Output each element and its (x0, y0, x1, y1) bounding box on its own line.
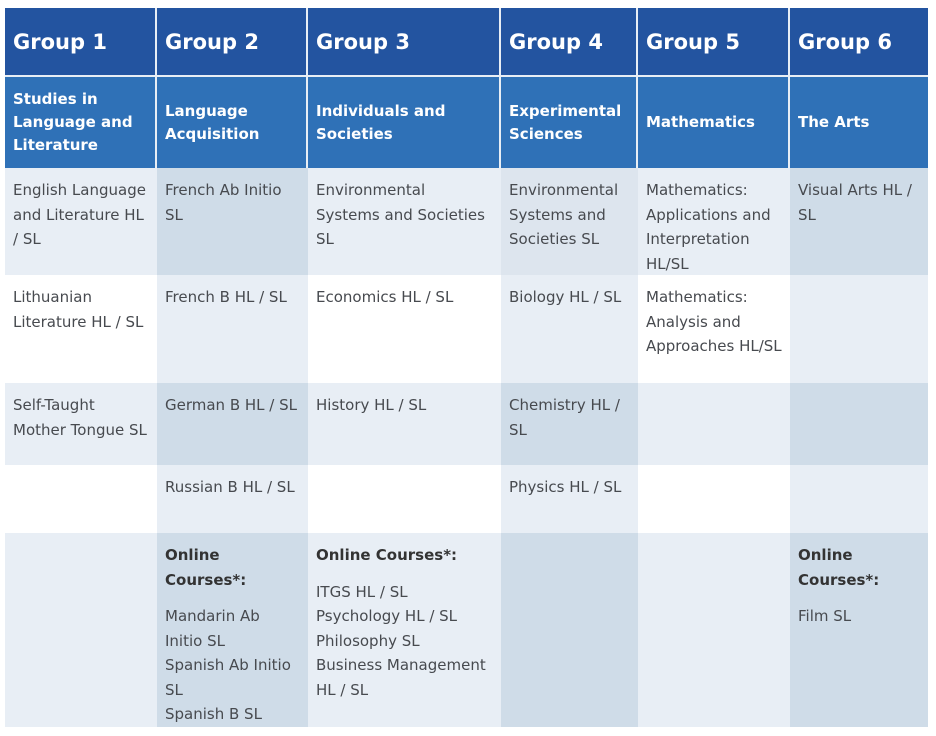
online-course: Spanish B SL (165, 705, 262, 723)
course-cell (790, 383, 928, 465)
course-cell (5, 465, 157, 533)
online-courses-label: Online Courses*: (165, 546, 247, 589)
course-cell (638, 465, 790, 533)
group-header: Group 1 (5, 8, 157, 77)
online-course: ITGS HL / SL (316, 582, 408, 601)
online-cell-empty (501, 533, 638, 727)
group-header: Group 3 (308, 8, 501, 77)
course-cell (308, 465, 501, 533)
online-course: Psychology HL / SL (316, 607, 458, 625)
course-cell: History HL / SL (308, 383, 501, 465)
online-cell-group2 (157, 533, 308, 727)
group-subject: Mathematics (638, 77, 790, 168)
online-course: Philosophy SL (316, 631, 420, 650)
group-header: Group 6 (790, 8, 928, 77)
group-subject: Studies in Language and Literature (5, 77, 157, 168)
group-header: Group 2 (157, 8, 308, 77)
ib-subjects-table (5, 8, 928, 727)
course-cell: German B HL / SL (157, 383, 308, 465)
group-subject: Language Acquisition (157, 77, 308, 168)
course-cell: French B HL / SL (157, 275, 308, 383)
online-cell-group6 (790, 533, 928, 727)
course-cell: Self-Taught Mother Tongue SL (5, 383, 157, 465)
group-header: Group 5 (638, 8, 790, 77)
course-cell: Lithuanian Literature HL / SL (5, 275, 157, 383)
course-cell (790, 465, 928, 533)
online-course: Business Management HL / SL (316, 656, 486, 699)
course-cell: Physics HL / SL (501, 465, 638, 533)
online-courses-label: Online Courses*: (316, 546, 458, 564)
course-cell: English Language and Literature HL / SL (5, 168, 157, 275)
course-cell: Environmental Systems and Societies SL (308, 168, 501, 275)
online-cell-empty (5, 533, 157, 727)
online-cell-empty (638, 533, 790, 727)
course-cell: Chemistry HL / SL (501, 383, 638, 465)
course-cell: Environmental Systems and Societies SL (501, 168, 638, 275)
online-cell-group3 (308, 533, 501, 727)
course-cell: Biology HL / SL (501, 275, 638, 383)
course-cell (638, 383, 790, 465)
course-cell: Mathematics: Applications and Interpretation HL/SL (638, 168, 790, 275)
online-courses-label: Online Courses*: (798, 546, 880, 589)
online-course: Spanish Ab Initio SL (165, 656, 291, 699)
course-cell: Visual Arts HL / SL (790, 168, 928, 275)
course-cell: Economics HL / SL (308, 275, 501, 383)
course-cell: French Ab Initio SL (157, 168, 308, 275)
group-subject: Experimental Sciences (501, 77, 638, 168)
group-subject: Individuals and Societies (308, 77, 501, 168)
group-header: Group 4 (501, 8, 638, 77)
online-course: Mandarin Ab Initio SL (165, 607, 260, 650)
online-course: Film SL (798, 607, 852, 625)
course-cell: Mathematics: Analysis and Approaches HL/SL (638, 275, 790, 383)
group-subject: The Arts (790, 77, 928, 168)
course-cell: Russian B HL / SL (157, 465, 308, 533)
course-cell (790, 275, 928, 383)
